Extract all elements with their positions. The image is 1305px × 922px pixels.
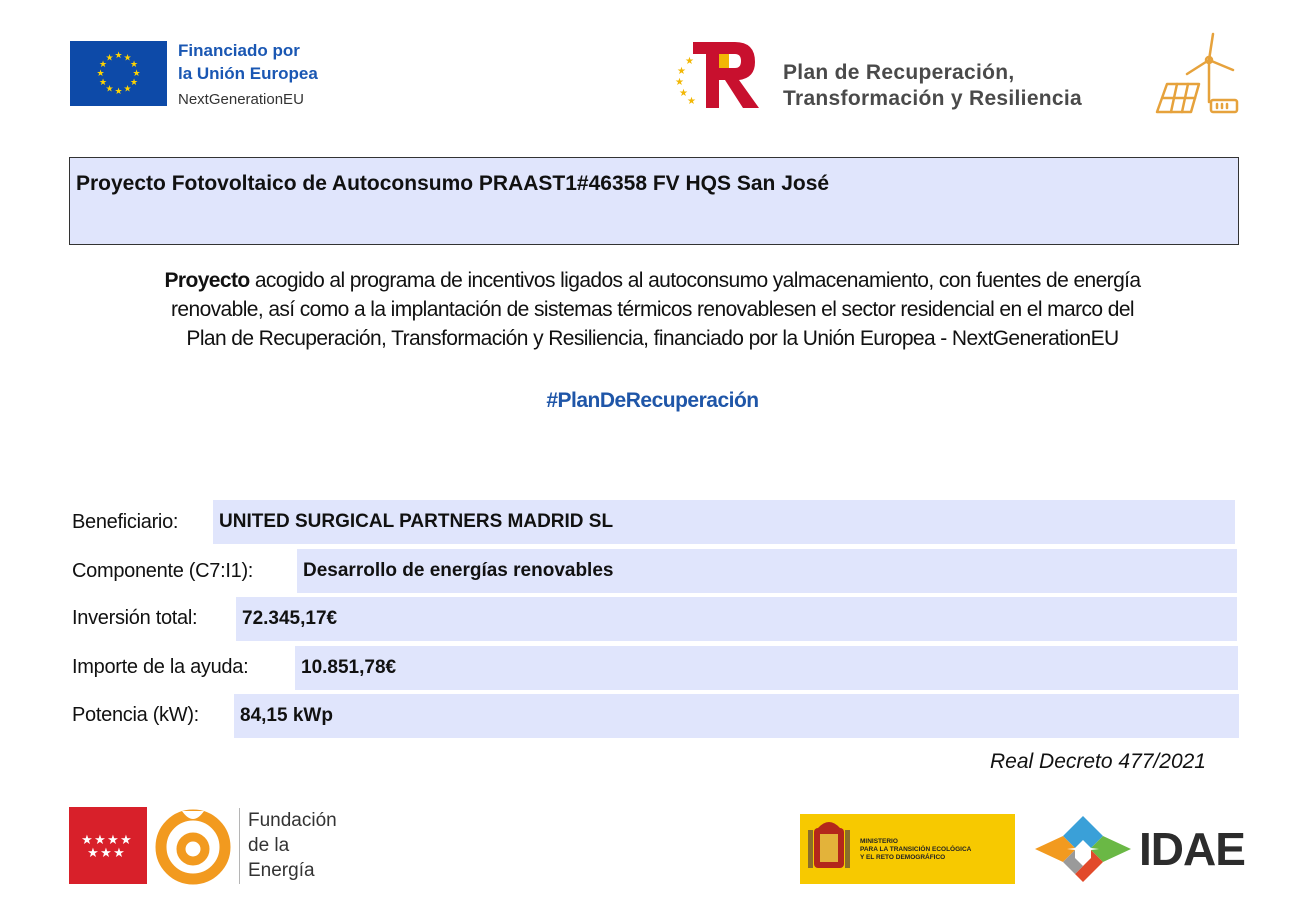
ayuda-label: Importe de la ayuda: [72, 656, 249, 678]
svg-text:★: ★ [98, 59, 108, 69]
description-lead: Proyecto [164, 269, 250, 292]
inversion-value: 72.345,17€ [236, 597, 1237, 641]
real-decreto: Real Decreto 477/2021 [990, 750, 1206, 773]
eu-funding-line2: la Unión Europea [178, 64, 318, 83]
eu-funding-line3: NextGenerationEU [178, 91, 304, 108]
fundacion-line3: Energía [248, 860, 315, 881]
ministerio-line1: MINISTERIO [860, 838, 898, 845]
potencia-label: Potencia (kW): [72, 704, 199, 726]
eu-flag-logo [70, 41, 167, 106]
project-description [60, 266, 1245, 353]
svg-text:★: ★ [98, 77, 108, 87]
svg-text:★: ★ [675, 77, 684, 88]
description-line-1-text: acogido al programa de incentivos ligados al autoconsumo yalmacenamiento, con fuentes de energía [249, 269, 1141, 292]
idae-logo-mark [1033, 814, 1133, 884]
svg-text:★: ★ [129, 59, 139, 69]
componente-label: Componente (C7:I1): [72, 560, 254, 582]
svg-text:★: ★ [81, 832, 93, 847]
fundacion-separator [239, 808, 240, 884]
svg-text:★: ★ [120, 832, 132, 847]
ayuda-value: 10.851,78€ [295, 646, 1238, 690]
ministerio-line2: PARA LA TRANSICIÓN ECOLÓGICA [860, 846, 972, 853]
svg-text:★: ★ [105, 52, 114, 63]
description-line-3: Plan de Recuperación, Transformación y Resiliencia, financiado por la Unión Europea - NextGenerationEU [186, 327, 1119, 350]
wind-solar-battery-icon [1153, 30, 1241, 116]
svg-text:★: ★ [87, 845, 99, 860]
hashtag: #PlanDeRecuperación [546, 389, 759, 412]
svg-text:★: ★ [132, 68, 141, 78]
svg-text:★: ★ [687, 96, 696, 107]
svg-text:★: ★ [107, 832, 119, 847]
project-title: Proyecto Fotovoltaico de Autoconsumo PRAAST1#46358 FV HQS San José [76, 172, 830, 195]
componente-value: Desarrollo de energías renovables [297, 549, 1237, 593]
svg-text:★: ★ [677, 66, 686, 77]
fundacion-line1: Fundación [248, 810, 337, 831]
svg-text:★: ★ [114, 86, 123, 96]
comunidad-madrid-flag-logo [69, 807, 147, 884]
svg-text:★: ★ [685, 56, 694, 67]
fundacion-energia-logo [152, 805, 234, 885]
svg-text:★: ★ [123, 52, 132, 63]
prtr-title-line1: Plan de Recuperación, [783, 61, 1015, 84]
description-line-1 [60, 266, 1245, 295]
eu-funding-line1: Financiado por [178, 41, 300, 60]
prtr-title-line2: Transformación y Resiliencia [783, 87, 1083, 110]
ministerio-text [860, 838, 971, 862]
beneficiario-value: UNITED SURGICAL PARTNERS MADRID SL [213, 500, 1235, 544]
svg-text:★: ★ [94, 832, 106, 847]
inversion-label: Inversión total: [72, 607, 198, 629]
beneficiario-label: Beneficiario: [72, 511, 179, 533]
svg-text:★: ★ [679, 88, 688, 99]
svg-text:★: ★ [100, 845, 112, 860]
fundacion-line2: de la [248, 835, 290, 856]
prtr-logo [673, 40, 765, 110]
svg-text:★: ★ [113, 845, 125, 860]
potencia-value: 84,15 kWp [234, 694, 1239, 738]
ministerio-line3: Y EL RETO DEMOGRÁFICO [860, 854, 946, 861]
idae-wordmark: IDAE [1139, 823, 1245, 875]
svg-text:★: ★ [114, 50, 123, 60]
svg-text:★: ★ [123, 83, 132, 94]
project-title-box [69, 157, 1239, 245]
svg-text:★: ★ [96, 68, 105, 78]
description-line-2: renovable, así como a la implantación de sistemas térmicos renovablesen el sector residencial en el marco del [171, 298, 1134, 321]
svg-text:★: ★ [105, 83, 114, 94]
svg-text:★: ★ [129, 77, 139, 87]
